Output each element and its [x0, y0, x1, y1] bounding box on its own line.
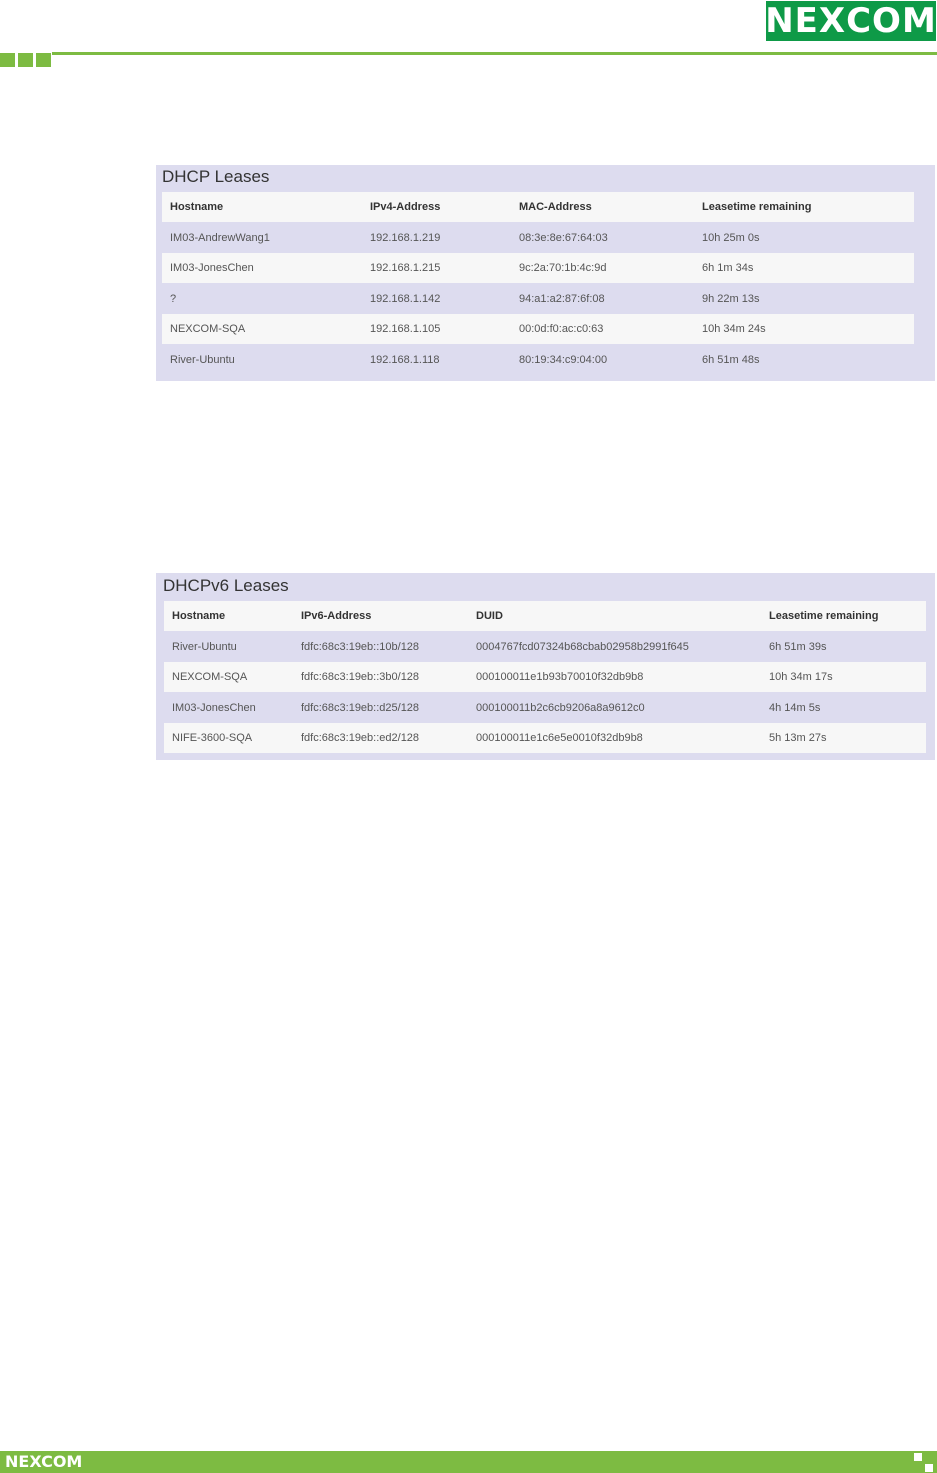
column-header: IPv6-Address — [301, 610, 372, 622]
footer-corner-box-1 — [914, 1453, 922, 1461]
table-cell: fdfc:68c3:19eb::3b0/128 — [301, 671, 420, 684]
table-cell: fdfc:68c3:19eb::ed2/128 — [301, 732, 420, 745]
table-cell: 6h 1m 34s — [702, 262, 754, 275]
table-cell: 000100011e1c6e5e0010f32db9b8 — [476, 732, 643, 745]
table-cell: 192.168.1.142 — [370, 292, 441, 305]
table-cell: 10h 34m 24s — [702, 323, 766, 336]
table-cell: 6h 51m 39s — [769, 640, 827, 653]
table-cell: IM03-JonesChen — [170, 262, 254, 275]
table-row — [162, 284, 914, 314]
table-cell: NEXCOM-SQA — [170, 323, 246, 336]
table-cell: River-Ubuntu — [170, 354, 235, 366]
table-cell: 5h 13m 27s — [769, 732, 827, 745]
table-row — [164, 693, 926, 723]
table-cell: fdfc:68c3:19eb::d25/128 — [301, 701, 420, 714]
header-square-2 — [18, 53, 33, 67]
table-cell: 000100011b2c6cb9206a8a9612c0 — [476, 701, 645, 714]
table-row — [162, 314, 914, 344]
table-cell: 80:19:34:c9:04:00 — [519, 354, 608, 366]
dhcpv6-leases-title: DHCPv6 Leases — [163, 576, 289, 595]
column-header: Leasetime remaining — [769, 610, 879, 622]
table-row — [164, 632, 926, 662]
table-cell: 192.168.1.118 — [370, 354, 440, 366]
table-cell: 192.168.1.215 — [370, 262, 441, 275]
table-cell: 6h 51m 48s — [702, 354, 760, 366]
table-cell: 9c:2a:70:1b:4c:9d — [519, 262, 607, 275]
table-cell: 000100011e1b93b70010f32db9b8 — [476, 671, 644, 684]
table-cell: NIFE-3600-SQA — [172, 732, 253, 745]
table-cell: 00:0d:f0:ac:c0:63 — [519, 323, 604, 336]
header-square-3 — [36, 53, 51, 67]
table-cell: 94:a1:a2:87:6f:08 — [519, 292, 605, 305]
nexcom-logo: NE X COM — [765, 1, 937, 41]
table-cell: IM03-JonesChen — [172, 701, 256, 714]
header-square-1 — [0, 53, 15, 67]
table-cell: 192.168.1.219 — [370, 231, 441, 244]
footer-nexcom-logo: NEXCOM — [5, 1452, 83, 1471]
table-cell: ? — [170, 292, 177, 305]
table-cell: 10h 34m 17s — [769, 671, 833, 684]
footer-bar — [0, 1451, 937, 1473]
table-cell: 0004767fcd07324b68cbab02958b2991f645 — [476, 640, 689, 653]
column-header: Leasetime remaining — [702, 201, 812, 213]
table-row — [162, 253, 914, 283]
column-header: DUID — [476, 610, 503, 622]
dhcpv6-leases-panel — [156, 573, 935, 760]
table-cell: 4h 14m 5s — [769, 701, 821, 714]
column-header: IPv4-Address — [370, 201, 441, 213]
table-header-row — [164, 601, 926, 631]
table-cell: NEXCOM-SQA — [172, 671, 248, 684]
table-cell: 08:3e:8e:67:64:03 — [519, 231, 608, 244]
table-row — [164, 662, 926, 692]
column-header: Hostname — [172, 610, 226, 622]
header-rule — [52, 52, 937, 55]
table-row — [162, 223, 914, 253]
dhcp-leases-panel — [156, 165, 935, 381]
dhcp-leases-title: DHCP Leases — [162, 167, 270, 186]
table-cell: River-Ubuntu — [172, 640, 237, 653]
column-header: Hostname — [170, 201, 224, 213]
table-row — [162, 345, 914, 375]
footer-corner-box-2 — [925, 1464, 933, 1472]
table-cell: 9h 22m 13s — [702, 292, 760, 305]
table-cell: 10h 25m 0s — [702, 231, 760, 244]
table-cell: IM03-AndrewWang1 — [170, 231, 270, 244]
table-cell: 192.168.1.105 — [370, 323, 441, 336]
table-row — [164, 723, 926, 753]
table-header-row — [162, 192, 914, 222]
column-header: MAC-Address — [519, 201, 592, 213]
table-cell: fdfc:68c3:19eb::10b/128 — [301, 640, 420, 653]
